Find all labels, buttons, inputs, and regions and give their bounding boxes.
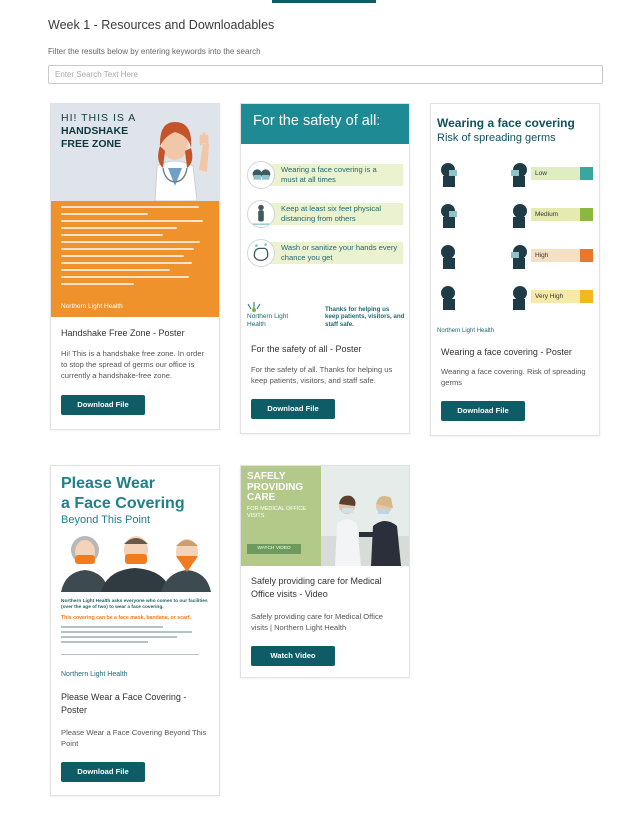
poster-row-text: Wearing a face covering is a must at all times bbox=[281, 165, 377, 184]
resource-card-handshake bbox=[50, 103, 220, 430]
poster-row-text: Keep at least six feet physical distancing from others bbox=[281, 204, 382, 223]
card-description: Safely providing care for Medical Office visits | Northern Light Health bbox=[251, 612, 383, 632]
poster-title: Please Wear a Face Covering bbox=[61, 475, 185, 512]
card-thumbnail[interactable] bbox=[51, 104, 219, 317]
card-title[interactable]: For the safety of all - Poster bbox=[251, 344, 362, 354]
card-thumbnail[interactable] bbox=[431, 104, 599, 336]
risk-badge-high: High bbox=[531, 249, 583, 262]
active-tab-indicator bbox=[272, 0, 376, 3]
person-head-icon bbox=[439, 161, 459, 187]
card-title[interactable]: Wearing a face covering - Poster bbox=[441, 347, 572, 357]
card-title[interactable]: Please Wear a Face Covering - Poster bbox=[61, 692, 187, 715]
poster-subtitle: Risk of spreading germs bbox=[437, 132, 556, 144]
page-title: Week 1 - Resources and Downloadables bbox=[48, 18, 275, 32]
poster-logo: Northern Light Health bbox=[247, 302, 288, 328]
video-title-overlay: SAFELY PROVIDING CARE bbox=[247, 471, 304, 503]
distancing-icon bbox=[247, 200, 275, 228]
filter-hint: Filter the results below by entering keywords into the search bbox=[48, 47, 261, 56]
risk-badge-very-high: Very High bbox=[531, 290, 583, 303]
poster-logo: Northern Light Health bbox=[437, 328, 495, 334]
resource-card-safety bbox=[240, 103, 410, 434]
doctor-waving-image bbox=[135, 106, 215, 201]
download-file-button[interactable]: Download File bbox=[61, 762, 145, 782]
medical-visit-image bbox=[321, 466, 409, 566]
person-head-icon bbox=[439, 284, 459, 310]
poster-emphasis-text: This covering can be a face mask, bandana, or scarf. bbox=[61, 615, 192, 621]
download-file-button[interactable]: Download File bbox=[441, 401, 525, 421]
card-thumbnail[interactable] bbox=[51, 466, 219, 686]
download-file-button[interactable]: Download File bbox=[61, 395, 145, 415]
person-head-icon bbox=[439, 202, 459, 228]
resource-card-please-wear bbox=[50, 465, 220, 796]
face-mask-icon bbox=[247, 161, 275, 189]
card-title[interactable]: Safely providing care for Medical Office visits - Video bbox=[251, 576, 382, 599]
poster-fine-print bbox=[61, 626, 206, 659]
video-subtitle-overlay: FOR MEDICAL OFFICE VISITS bbox=[247, 506, 307, 519]
poster-subtitle: Beyond This Point bbox=[61, 514, 151, 526]
northern-light-logo-icon bbox=[247, 302, 261, 312]
poster-headline: HI! THIS IS A HANDSHAKE FREE ZONE bbox=[61, 112, 137, 150]
poster-row-text: Wash or sanitize your hands every chance you get bbox=[281, 243, 398, 262]
watch-video-button[interactable]: Watch Video bbox=[251, 646, 335, 666]
search-input[interactable] bbox=[48, 65, 603, 84]
download-file-button[interactable]: Download File bbox=[251, 399, 335, 419]
watch-video-badge: WATCH VIDEO bbox=[247, 544, 301, 554]
resource-card-video bbox=[240, 465, 410, 678]
card-description: Wearing a face covering. Risk of spreading germs bbox=[441, 367, 586, 387]
card-description: Please Wear a Face Covering Beyond This Point bbox=[61, 728, 207, 748]
card-description: Hi! This is a handshake free zone. In order to stop the spread of germs our office is currently a handshake-free zone. bbox=[61, 349, 204, 380]
video-thumbnail[interactable] bbox=[241, 466, 409, 566]
person-head-icon bbox=[509, 284, 529, 310]
masked-people-illustration bbox=[61, 530, 211, 592]
poster-logo: Northern Light Health bbox=[61, 671, 128, 678]
poster-body-text bbox=[61, 206, 206, 290]
risk-badge-medium: Medium bbox=[531, 208, 583, 221]
person-head-icon bbox=[509, 161, 529, 187]
poster-title: Wearing a face covering bbox=[437, 116, 575, 130]
hand-wash-icon bbox=[247, 239, 275, 267]
person-head-icon bbox=[509, 202, 529, 228]
risk-badge-low: Low bbox=[531, 167, 583, 180]
poster-banner: For the safety of all: bbox=[253, 113, 381, 129]
poster-body-text: Northern Light Health asks everyone who comes to our facilities (over the age of two) to wear a face covering. bbox=[61, 599, 208, 610]
person-head-icon bbox=[509, 243, 529, 269]
poster-logo: Northern Light Health bbox=[61, 303, 123, 310]
card-thumbnail[interactable] bbox=[241, 104, 409, 332]
person-head-icon bbox=[439, 243, 459, 269]
poster-thanks: Thanks for helping us keep patients, visitors, and staff safe. bbox=[325, 305, 405, 328]
card-description: For the safety of all. Thanks for helping us keep patients, visitors, and staff safe. bbox=[251, 365, 393, 385]
card-title[interactable]: Handshake Free Zone - Poster bbox=[61, 328, 185, 338]
resource-card-face-covering bbox=[430, 103, 600, 436]
